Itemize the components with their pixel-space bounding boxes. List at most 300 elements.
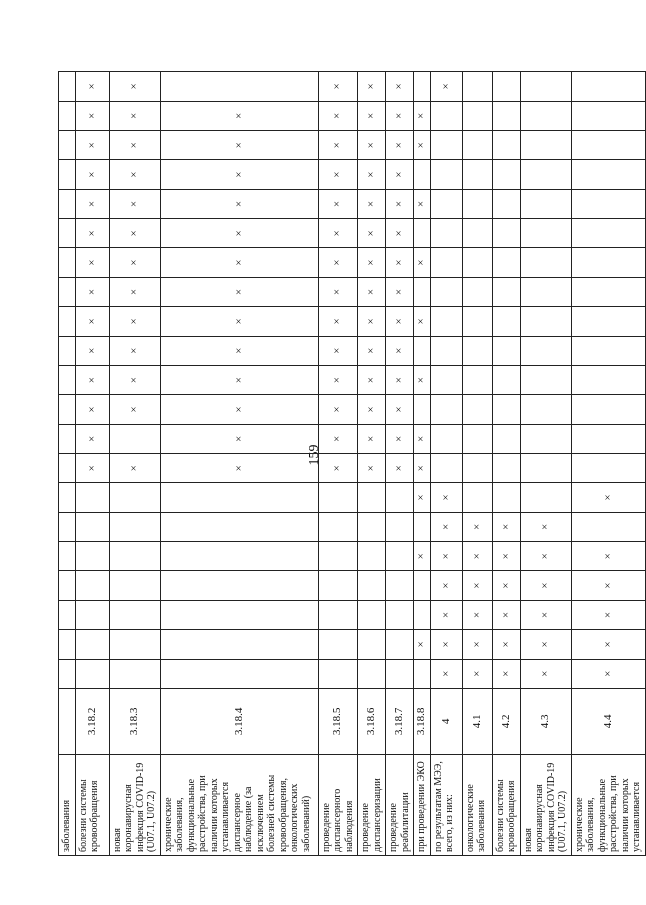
cell-mark: × (109, 307, 160, 336)
cell-mark (59, 248, 76, 277)
cell-mark (59, 454, 76, 483)
cell-mark: × (386, 189, 414, 218)
cell-mark (386, 483, 414, 512)
table-row (59, 72, 76, 856)
table-row (430, 72, 462, 856)
cell-mark: × (386, 277, 414, 306)
cell-mark: × (109, 219, 160, 248)
cell-mark: × (75, 395, 109, 424)
cell-mark: × (75, 131, 109, 160)
cell-mark: × (75, 307, 109, 336)
cell-mark (520, 101, 571, 130)
cell-mark: × (414, 248, 431, 277)
cell-mark (109, 424, 160, 453)
cell-mark (109, 571, 160, 600)
cell-mark (386, 600, 414, 629)
cell-mark (492, 248, 520, 277)
cell-mark: × (358, 219, 386, 248)
cell-mark: × (430, 512, 462, 541)
cell-mark (430, 131, 462, 160)
table-row (571, 72, 645, 856)
cell-mark (358, 542, 386, 571)
cell-mark (492, 160, 520, 189)
cell-mark (59, 542, 76, 571)
cell-mark (462, 336, 492, 365)
cell-mark: × (358, 160, 386, 189)
cell-mark (571, 365, 645, 394)
cell-mark (571, 454, 645, 483)
cell-mark: × (109, 365, 160, 394)
cell-mark (520, 454, 571, 483)
cell-mark (430, 160, 462, 189)
cell-mark (430, 395, 462, 424)
cell-mark (160, 542, 318, 571)
cell-mark (109, 600, 160, 629)
cell-mark: × (75, 219, 109, 248)
cell-mark: × (571, 659, 645, 688)
cell-mark: × (358, 365, 386, 394)
cell-mark (358, 483, 386, 512)
cell-mark: × (386, 101, 414, 130)
cell-mark (59, 307, 76, 336)
cell-mark (462, 160, 492, 189)
cell-mark (492, 131, 520, 160)
cell-mark: × (318, 72, 358, 102)
cell-mark (59, 512, 76, 541)
cell-mark (571, 248, 645, 277)
row-label: новая коронавирусная инфекция COVID-19 (U07.1, U07.2) (520, 754, 571, 855)
cell-mark: × (430, 542, 462, 571)
cell-mark (520, 131, 571, 160)
cell-mark: × (318, 307, 358, 336)
cell-mark (571, 72, 645, 102)
cell-mark (414, 277, 431, 306)
cell-mark: × (160, 131, 318, 160)
cell-mark (492, 483, 520, 512)
row-code: 4.1 (462, 688, 492, 754)
cell-mark (430, 307, 462, 336)
cell-mark: × (414, 424, 431, 453)
cell-mark: × (318, 395, 358, 424)
cell-mark (571, 131, 645, 160)
cell-mark (492, 72, 520, 102)
table-row (160, 72, 318, 856)
cell-mark (414, 336, 431, 365)
page-number: 159 (307, 444, 322, 466)
cell-mark (571, 424, 645, 453)
cell-mark: × (571, 630, 645, 659)
cell-mark: × (386, 307, 414, 336)
cell-mark: × (414, 101, 431, 130)
cell-mark (462, 72, 492, 102)
cell-mark: × (462, 600, 492, 629)
cell-mark (386, 630, 414, 659)
cell-mark: × (520, 630, 571, 659)
cell-mark (59, 600, 76, 629)
cell-mark: × (160, 424, 318, 453)
cell-mark (430, 336, 462, 365)
cell-mark (386, 542, 414, 571)
cell-mark (386, 571, 414, 600)
cell-mark: × (386, 248, 414, 277)
cell-mark (492, 365, 520, 394)
cell-mark (59, 571, 76, 600)
cell-mark (571, 189, 645, 218)
cell-mark: × (571, 542, 645, 571)
cell-mark: × (109, 160, 160, 189)
cell-mark (414, 600, 431, 629)
cell-mark: × (492, 600, 520, 629)
cell-mark: × (492, 512, 520, 541)
cell-mark: × (160, 307, 318, 336)
cell-mark: × (492, 571, 520, 600)
cell-mark (109, 483, 160, 512)
cell-mark: × (462, 512, 492, 541)
cell-mark: × (462, 571, 492, 600)
cell-mark: × (386, 219, 414, 248)
cell-mark (59, 659, 76, 688)
cell-mark: × (414, 131, 431, 160)
cell-mark: × (160, 277, 318, 306)
cell-mark (59, 395, 76, 424)
cell-mark: × (109, 277, 160, 306)
row-label: проведение диспансеризации (358, 754, 386, 855)
cell-mark (59, 72, 76, 102)
cell-mark: × (318, 189, 358, 218)
cell-mark: × (75, 160, 109, 189)
cell-mark (520, 219, 571, 248)
cell-mark: × (386, 160, 414, 189)
cell-mark: × (520, 571, 571, 600)
cell-mark: × (430, 600, 462, 629)
cell-mark: × (414, 542, 431, 571)
cell-mark (414, 659, 431, 688)
cell-mark (492, 424, 520, 453)
cell-mark (75, 542, 109, 571)
cell-mark: × (109, 395, 160, 424)
row-code: 4.4 (571, 688, 645, 754)
row-code: 4.2 (492, 688, 520, 754)
cell-mark: × (75, 248, 109, 277)
cell-mark (430, 277, 462, 306)
table-row (358, 72, 386, 856)
cell-mark: × (160, 101, 318, 130)
cell-mark: × (75, 277, 109, 306)
cell-mark: × (358, 424, 386, 453)
row-label: при проведении ЭКО (414, 754, 431, 855)
cell-mark: × (462, 542, 492, 571)
cell-mark (318, 630, 358, 659)
cell-mark (160, 630, 318, 659)
cell-mark (492, 336, 520, 365)
cell-mark: × (318, 101, 358, 130)
cell-mark: × (414, 307, 431, 336)
cell-mark (358, 630, 386, 659)
cell-mark (462, 277, 492, 306)
cell-mark: × (318, 160, 358, 189)
cell-mark (492, 277, 520, 306)
cell-mark (462, 395, 492, 424)
cell-mark: × (318, 365, 358, 394)
cell-mark (414, 160, 431, 189)
cell-mark: × (462, 659, 492, 688)
cell-mark (160, 571, 318, 600)
cell-mark (520, 160, 571, 189)
cell-mark: × (571, 483, 645, 512)
cell-mark (462, 307, 492, 336)
cell-mark (358, 600, 386, 629)
cell-mark (430, 101, 462, 130)
cell-mark (75, 483, 109, 512)
row-code: 3.18.7 (386, 688, 414, 754)
cell-mark (520, 248, 571, 277)
cell-mark: × (75, 365, 109, 394)
row-code: 3.18.5 (318, 688, 358, 754)
cell-mark: × (520, 542, 571, 571)
cell-mark: × (414, 483, 431, 512)
cell-mark: × (160, 160, 318, 189)
row-code (59, 688, 76, 754)
cell-mark (59, 189, 76, 218)
cell-mark (430, 454, 462, 483)
cell-mark: × (386, 131, 414, 160)
cell-mark (462, 424, 492, 453)
cell-mark (462, 131, 492, 160)
cell-mark: × (75, 454, 109, 483)
cell-mark (520, 365, 571, 394)
table-row (75, 72, 109, 856)
cell-mark (430, 424, 462, 453)
table-row (492, 72, 520, 856)
cell-mark (386, 512, 414, 541)
cell-mark: × (160, 454, 318, 483)
row-label: проведение диспансерного наблюдения (318, 754, 358, 855)
cell-mark (571, 277, 645, 306)
cell-mark: × (492, 542, 520, 571)
cell-mark: × (318, 424, 358, 453)
row-code: 3.18.3 (109, 688, 160, 754)
table-row (520, 72, 571, 856)
cell-mark (318, 659, 358, 688)
cell-mark: × (160, 248, 318, 277)
cell-mark (59, 424, 76, 453)
cell-mark (109, 659, 160, 688)
cell-mark: × (358, 72, 386, 102)
cell-mark: × (520, 659, 571, 688)
cell-mark (75, 512, 109, 541)
cell-mark (520, 277, 571, 306)
cell-mark: × (414, 189, 431, 218)
cell-mark (318, 571, 358, 600)
cell-mark (59, 219, 76, 248)
cell-mark: × (414, 454, 431, 483)
row-code: 4 (430, 688, 462, 754)
cell-mark (571, 307, 645, 336)
cell-mark (414, 395, 431, 424)
cell-mark (571, 336, 645, 365)
cell-mark (520, 483, 571, 512)
row-label: проведение реабилитации (386, 754, 414, 855)
cell-mark (59, 483, 76, 512)
cell-mark: × (492, 630, 520, 659)
cell-mark (492, 219, 520, 248)
cell-mark (492, 189, 520, 218)
row-label: болезни системы кровообращения (75, 754, 109, 855)
cell-mark: × (318, 277, 358, 306)
cell-mark: × (430, 659, 462, 688)
cell-mark: × (430, 72, 462, 102)
cell-mark (414, 571, 431, 600)
cell-mark: × (430, 630, 462, 659)
row-label: по результатам МЭЭ, всего, из них: (430, 754, 462, 855)
cell-mark: × (358, 307, 386, 336)
cell-mark: × (160, 189, 318, 218)
cell-mark (462, 219, 492, 248)
cell-mark: × (318, 336, 358, 365)
cell-mark: × (492, 659, 520, 688)
cell-mark: × (358, 101, 386, 130)
row-code: 3.18.4 (160, 688, 318, 754)
cell-mark (492, 395, 520, 424)
cell-mark (462, 248, 492, 277)
rotated-table-container (58, 71, 642, 856)
cell-mark (520, 307, 571, 336)
cell-mark: × (414, 365, 431, 394)
table-row (318, 72, 358, 856)
cell-mark: × (75, 72, 109, 102)
cell-mark (318, 512, 358, 541)
cell-mark: × (109, 189, 160, 218)
row-code: 4.3 (520, 688, 571, 754)
cell-mark: × (318, 248, 358, 277)
cell-mark: × (571, 600, 645, 629)
cell-mark: × (358, 395, 386, 424)
cell-mark (430, 248, 462, 277)
cell-mark (571, 160, 645, 189)
cell-mark (318, 483, 358, 512)
cell-mark (430, 365, 462, 394)
cell-mark (59, 277, 76, 306)
cell-mark (571, 101, 645, 130)
table-row (109, 72, 160, 856)
table-row (414, 72, 431, 856)
cell-mark: × (414, 630, 431, 659)
cell-mark (462, 189, 492, 218)
cell-mark: × (386, 72, 414, 102)
cell-mark: × (462, 630, 492, 659)
cell-mark: × (358, 454, 386, 483)
cell-mark (75, 630, 109, 659)
table-row (386, 72, 414, 856)
cell-mark (109, 630, 160, 659)
cell-mark: × (358, 336, 386, 365)
cell-mark: × (75, 424, 109, 453)
cell-mark (492, 454, 520, 483)
data-table (58, 71, 646, 856)
cell-mark (520, 424, 571, 453)
row-label: заболевания (59, 754, 76, 855)
cell-mark (109, 512, 160, 541)
cell-mark: × (109, 101, 160, 130)
cell-mark (571, 395, 645, 424)
cell-mark (462, 483, 492, 512)
cell-mark: × (386, 336, 414, 365)
cell-mark: × (160, 336, 318, 365)
cell-mark: × (386, 454, 414, 483)
cell-mark (492, 101, 520, 130)
cell-mark: × (520, 512, 571, 541)
cell-mark (59, 160, 76, 189)
cell-mark (59, 630, 76, 659)
cell-mark (571, 219, 645, 248)
row-label: болезни системы кровообращения (492, 754, 520, 855)
row-label: хронические заболевания, функциональные расстройства, при наличии которых устанавливается (571, 754, 645, 855)
cell-mark: × (318, 131, 358, 160)
cell-mark (414, 219, 431, 248)
cell-mark (430, 219, 462, 248)
cell-mark: × (430, 483, 462, 512)
cell-mark: × (520, 600, 571, 629)
cell-mark (75, 571, 109, 600)
cell-mark: × (109, 72, 160, 102)
row-label: онкологические заболевания (462, 754, 492, 855)
cell-mark: × (358, 248, 386, 277)
cell-mark (160, 72, 318, 102)
cell-mark: × (571, 571, 645, 600)
cell-mark: × (318, 454, 358, 483)
cell-mark: × (75, 336, 109, 365)
cell-mark: × (430, 571, 462, 600)
row-code: 3.18.2 (75, 688, 109, 754)
cell-mark (160, 659, 318, 688)
cell-mark: × (109, 131, 160, 160)
cell-mark: × (386, 365, 414, 394)
cell-mark (75, 659, 109, 688)
cell-mark (160, 483, 318, 512)
cell-mark (520, 395, 571, 424)
cell-mark (318, 542, 358, 571)
cell-mark: × (75, 189, 109, 218)
cell-mark: × (160, 395, 318, 424)
cell-mark (386, 659, 414, 688)
cell-mark: × (386, 424, 414, 453)
row-code: 3.18.6 (358, 688, 386, 754)
cell-mark (571, 512, 645, 541)
cell-mark (462, 101, 492, 130)
cell-mark (358, 659, 386, 688)
cell-mark (318, 600, 358, 629)
cell-mark (59, 365, 76, 394)
row-code: 3.18.8 (414, 688, 431, 754)
cell-mark (430, 189, 462, 218)
cell-mark: × (75, 101, 109, 130)
cell-mark (59, 101, 76, 130)
table-row (462, 72, 492, 856)
cell-mark: × (358, 277, 386, 306)
cell-mark (462, 454, 492, 483)
cell-mark: × (386, 395, 414, 424)
cell-mark (358, 571, 386, 600)
cell-mark (520, 72, 571, 102)
cell-mark (414, 72, 431, 102)
cell-mark (109, 542, 160, 571)
cell-mark: × (358, 131, 386, 160)
cell-mark (358, 512, 386, 541)
cell-mark (59, 131, 76, 160)
cell-mark: × (109, 336, 160, 365)
cell-mark (160, 600, 318, 629)
cell-mark (462, 365, 492, 394)
